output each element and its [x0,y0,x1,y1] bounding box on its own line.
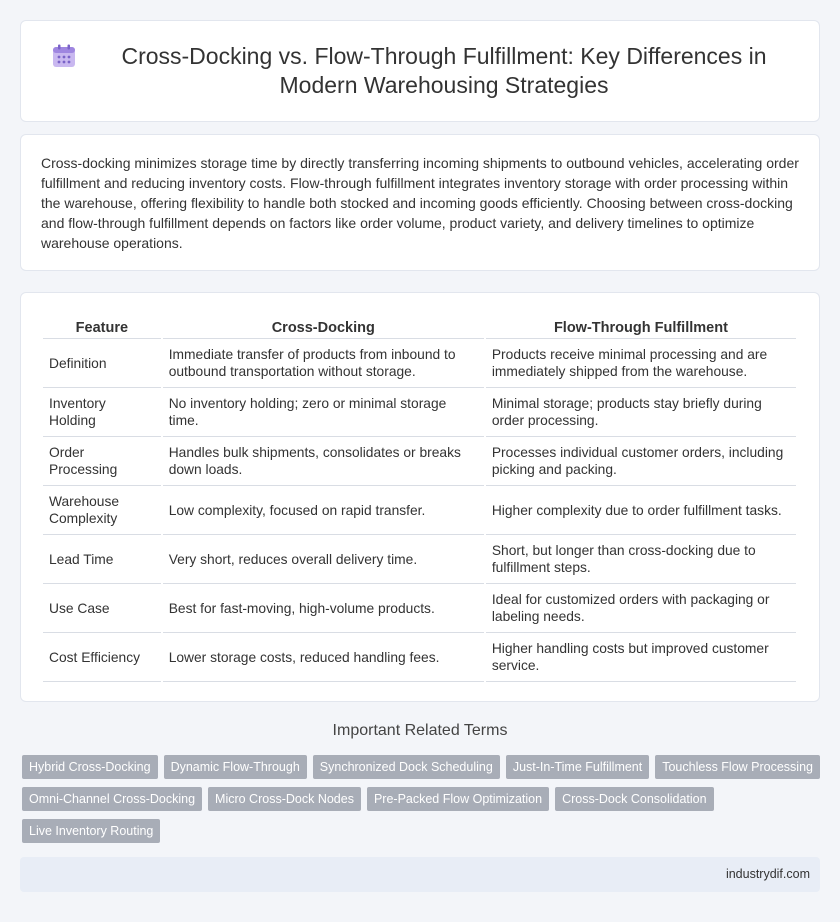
related-term-tag[interactable]: Micro Cross-Dock Nodes [208,787,361,811]
comparison-table [41,313,798,682]
table-row [43,388,796,437]
feature-cell: Warehouse Complexity [43,486,161,535]
feature-cell: Definition [43,339,161,388]
table-row [43,535,796,584]
intro-card [20,134,820,271]
flow-through-cell: Ideal for customized orders with packaging or labeling needs. [486,584,796,633]
related-term-tag[interactable]: Cross-Dock Consolidation [555,787,714,811]
related-term-tag[interactable]: Synchronized Dock Scheduling [313,755,500,779]
related-term-tag[interactable]: Live Inventory Routing [22,819,160,843]
table-row [43,584,796,633]
cross-docking-cell: No inventory holding; zero or minimal storage time. [163,388,484,437]
header-feature: Feature [43,313,161,339]
comparison-card [20,292,820,702]
related-term-tag[interactable]: Dynamic Flow-Through [164,755,307,779]
header-flow-through: Flow-Through Fulfillment [486,313,796,339]
table-row [43,437,796,486]
flow-through-cell: Minimal storage; products stay briefly during order processing. [486,388,796,437]
calendar-icon [51,43,77,69]
intro-paragraph: Cross-docking minimizes storage time by directly transferring incoming shipments to outbound vehicles, accelerating order fulfillment and reducing inventory costs. Flow-through fulfillment integrates inventory storage with order processing within the warehouse, offering flexibility to handle both stocked and incoming goods efficiently. Choosing between cross-docking and flow-through fulfillment depends on factors like order volume, product variety, and delivery timelines to optimize warehouse operations. [41,155,799,251]
related-terms-list [22,755,822,843]
cross-docking-cell: Lower storage costs, reduced handling fees. [163,633,484,682]
cross-docking-cell: Low complexity, focused on rapid transfer. [163,486,484,535]
flow-through-cell: Higher handling costs but improved customer service. [486,633,796,682]
table-row [43,633,796,682]
footer-site-link[interactable]: industrydif.com [725,867,810,881]
table-row [43,339,796,388]
flow-through-cell: Higher complexity due to order fulfillment tasks. [486,486,796,535]
header [21,21,819,121]
cross-docking-cell: Handles bulk shipments, consolidates or breaks down loads. [163,437,484,486]
header-card [20,20,820,122]
feature-cell: Cost Efficiency [43,633,161,682]
footer [20,857,820,892]
cross-docking-cell: Immediate transfer of products from inbound to outbound transportation without storage. [163,339,484,388]
page-title: Cross-Docking vs. Flow-Through Fulfillment: Key Differences in Modern Warehousing Strategies [121,43,767,98]
table-row [43,486,796,535]
table-header-row [43,313,796,339]
related-terms-heading: Important Related Terms [332,722,508,739]
flow-through-cell: Products receive minimal processing and are immediately shipped from the warehouse. [486,339,796,388]
related-term-tag[interactable]: Omni-Channel Cross-Docking [22,787,202,811]
related-term-tag[interactable]: Hybrid Cross-Docking [22,755,158,779]
feature-cell: Use Case [43,584,161,633]
feature-cell: Lead Time [43,535,161,584]
related-term-tag[interactable]: Just-In-Time Fulfillment [506,755,649,779]
header-cross-docking: Cross-Docking [163,313,484,339]
flow-through-cell: Processes individual customer orders, including picking and packing. [486,437,796,486]
flow-through-cell: Short, but longer than cross-docking due to fulfillment steps. [486,535,796,584]
feature-cell: Inventory Holding [43,388,161,437]
related-term-tag[interactable]: Touchless Flow Processing [655,755,820,779]
feature-cell: Order Processing [43,437,161,486]
cross-docking-cell: Best for fast-moving, high-volume products. [163,584,484,633]
related-term-tag[interactable]: Pre-Packed Flow Optimization [367,787,549,811]
cross-docking-cell: Very short, reduces overall delivery time. [163,535,484,584]
